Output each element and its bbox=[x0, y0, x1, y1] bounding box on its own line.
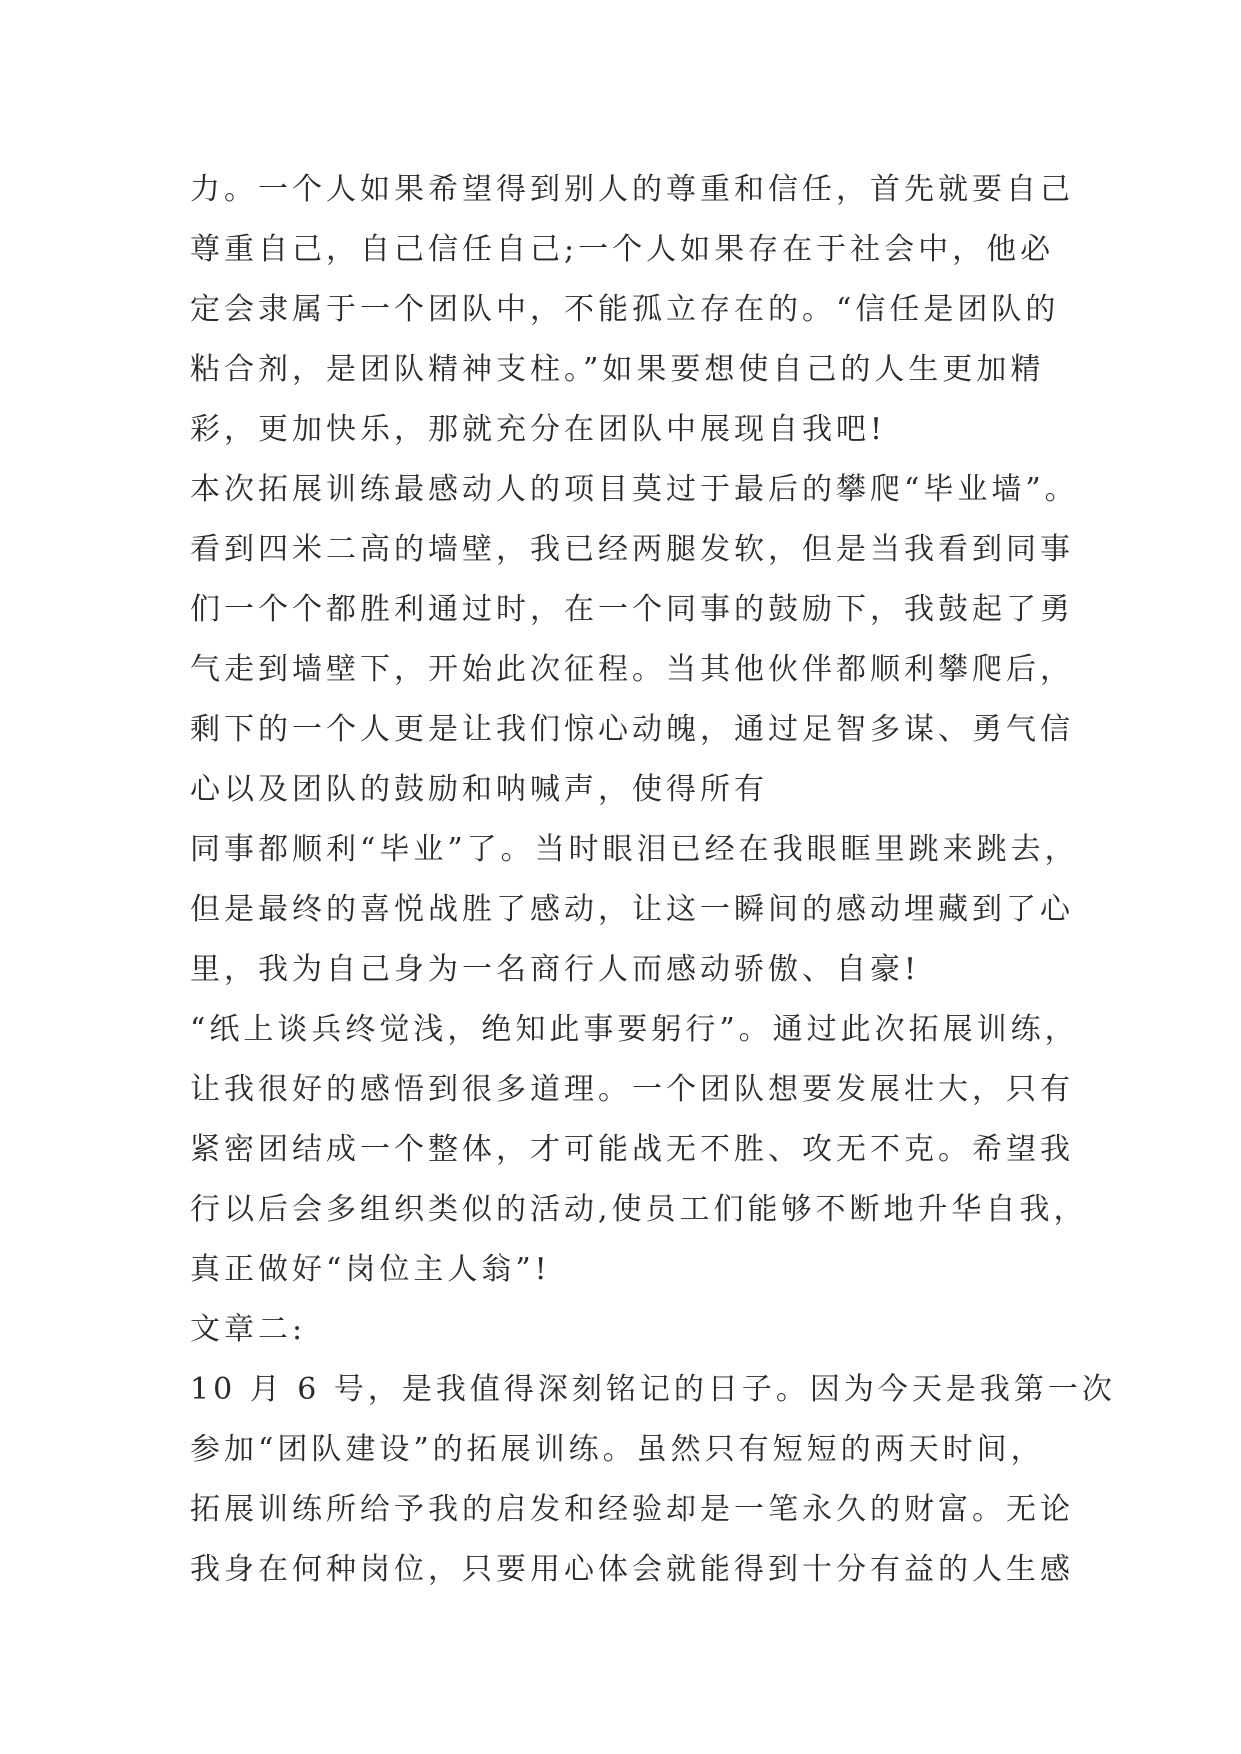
text-line-22: 参加“团队建设”的拓展训练。虽然只有短短的两天时间， bbox=[190, 1432, 1045, 1467]
text-line-19: 真正做好“岗位主人翁”! bbox=[190, 1252, 551, 1287]
text-line-11: 心以及团队的鼓励和呐喊声，使得所有 bbox=[190, 772, 768, 807]
text-line-2: 尊重自己，自己信任自己;一个人如果存在于社会中，他必 bbox=[190, 232, 1055, 267]
text-line-8: 们一个个都胜利通过时，在一个同事的鼓励下，我鼓起了勇 bbox=[190, 592, 1074, 627]
text-line-1: 力。一个人如果希望得到别人的尊重和信任，首先就要自己 bbox=[190, 172, 1074, 207]
document-body bbox=[190, 160, 1116, 1600]
text-line-21: 10 月 6 号，是我值得深刻铭记的日子。因为今天是我第一次 bbox=[190, 1372, 1116, 1407]
text-line-23: 拓展训练所给予我的启发和经验却是一笔永久的财富。无论 bbox=[190, 1492, 1074, 1527]
text-line-14: 里，我为自己身为一名商行人而感动骄傲、自豪! bbox=[190, 952, 921, 987]
text-line-10: 剩下的一个人更是让我们惊心动魄，通过足智多谋、勇气信 bbox=[190, 712, 1074, 747]
text-line-7: 看到四米二高的墙壁，我已经两腿发软，但是当我看到同事 bbox=[190, 532, 1074, 567]
text-line-6: 本次拓展训练最感动人的项目莫过于最后的攀爬“毕业墙”。 bbox=[190, 472, 1079, 507]
text-line-5: 彩，更加快乐，那就充分在团队中展现自我吧! bbox=[190, 412, 887, 447]
text-line-9: 气走到墙壁下，开始此次征程。当其他伙伴都顺利攀爬后， bbox=[190, 652, 1074, 687]
text-line-13: 但是最终的喜悦战胜了感动，让这一瞬间的感动埋藏到了心 bbox=[190, 892, 1074, 927]
text-line-12: 同事都顺利“毕业”了。当时眼泪已经在我眼眶里跳来跳去， bbox=[190, 832, 1079, 867]
section-heading: 文章二: bbox=[190, 1312, 307, 1347]
text-line-24: 我身在何种岗位，只要用心体会就能得到十分有益的人生感 bbox=[190, 1552, 1074, 1587]
text-line-3: 定会隶属于一个团队中，不能孤立存在的。“信任是团队的 bbox=[190, 292, 1060, 327]
text-line-16: 让我很好的感悟到很多道理。一个团队想要发展壮大，只有 bbox=[190, 1072, 1074, 1107]
text-line-4: 粘合剂，是团队精神支柱。”如果要想使自己的人生更加精 bbox=[190, 352, 1045, 387]
text-line-18: 行以后会多组织类似的活动,使员工们能够不断地升华自我， bbox=[190, 1192, 1088, 1227]
text-line-17: 紧密团结成一个整体，才可能战无不胜、攻无不克。希望我 bbox=[190, 1132, 1074, 1167]
text-line-15: “纸上谈兵终觉浅，绝知此事要躬行”。通过此次拓展训练， bbox=[190, 1012, 1079, 1047]
